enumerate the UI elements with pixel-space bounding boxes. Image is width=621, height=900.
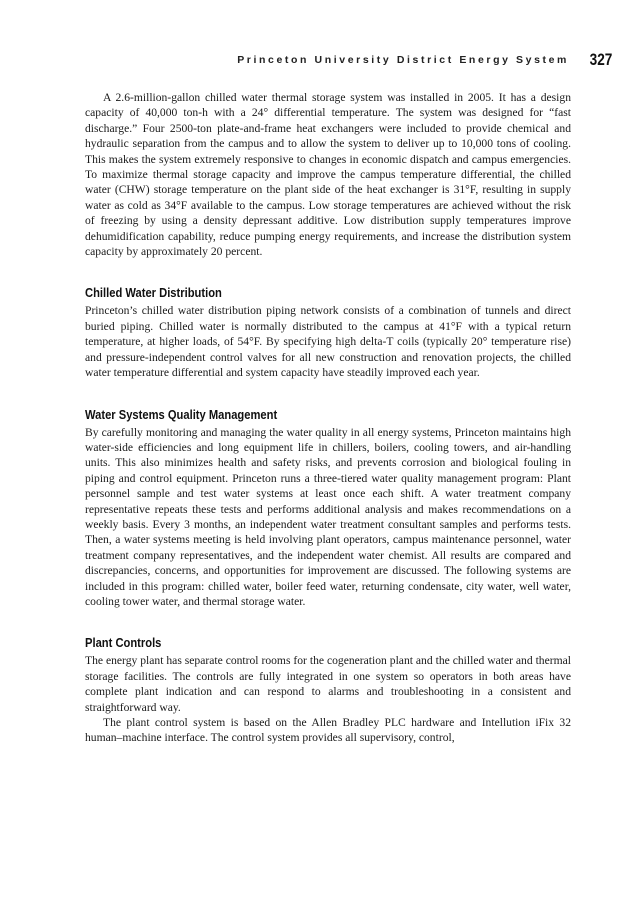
running-title: Princeton University District Energy System bbox=[237, 54, 569, 66]
chilled-water-paragraph: Princeton’s chilled water distribution piping network consists of a combination of tunnels and direct buried piping. Chilled water is normally distributed to the campus at 41°F with a typical return temperature, at higher loads, of 54°F. By specifying high delta-T coils (typically 20° temperature rise) and pressure-independent control valves for all new construction and renovation projects, the chilled water temperature differential and system capacity have steadily improved each year. bbox=[85, 304, 571, 380]
section-heading-water-systems-quality: Water Systems Quality Management bbox=[85, 406, 278, 422]
plant-controls-paragraph-1: The energy plant has separate control rooms for the cogeneration plant and the chilled water and thermal storage facilities. The controls are fully integrated in one system so operators in both areas have complete plant indication and can respond to alarms and troubleshooting in a consistent and straightforward way. bbox=[85, 654, 571, 714]
section-heading-plant-controls: Plant Controls bbox=[85, 635, 162, 651]
running-header bbox=[0, 50, 621, 70]
water-quality-paragraph: By carefully monitoring and managing the water quality in all energy systems, Princeton maintains high water-side efficiencies and long equipment life in chillers, boilers, cooling towers, and air-handling units. This also minimizes health and safety risks, and prevents corrosion and biological fouling in piping and control equipment. Princeton runs a three-tiered water quality management program: Plant personnel sample and test water systems at least once each shift. A water treatment company representative repeats these tests and performs additional analysis and makes recommendations on a weekly basis. Every 3 months, an independent water treatment consultant samples and performs tests. Then, a water systems meeting is held involving plant operators, campus maintenance personnel, water treatment company representatives, and the independent water chemist. All results are compared and discrepancies, concerns, and opportunities for improvement are discussed. The following systems are included in this program: chilled water, boiler feed water, returning condensate, city water, well water, cooling tower water, and thermal storage water. bbox=[85, 425, 571, 608]
page-number: 327 bbox=[589, 50, 612, 69]
page-body bbox=[85, 90, 571, 746]
section-heading-chilled-water-distribution: Chilled Water Distribution bbox=[85, 285, 222, 301]
plant-controls-paragraph-2: The plant control system is based on the Allen Bradley PLC hardware and Intellution iFix 32 human–machine interface. The control system provides all supervisory, control, bbox=[85, 716, 571, 745]
intro-paragraph: A 2.6-million-gallon chilled water thermal storage system was installed in 2005. It has a design capacity of 40,000 ton-h with a 24° differential temperature. The system was designed for “fast discharge.” Four 2500-ton plate-and-frame heat exchangers were included to provide chemical and hydraulic separation from the campus and to allow the system to deliver up to 10,000 tons of cooling. This makes the system extremely responsive to changes in economic dispatch and campus emergencies. To maximize thermal storage capacity and improve the campus temperature differential, the chilled water (CHW) storage temperature on the plant side of the heat exchanger is 31°F, resulting in supply water as cold as 34°F available to the campus. Low storage temperatures are achieved without the risk of freezing by using a density depressant additive. Low distribution supply temperatures improve dehumidification capability, reduce pumping energy requirements, and increase the distribution system capacity by approximately 20 percent. bbox=[85, 91, 571, 259]
